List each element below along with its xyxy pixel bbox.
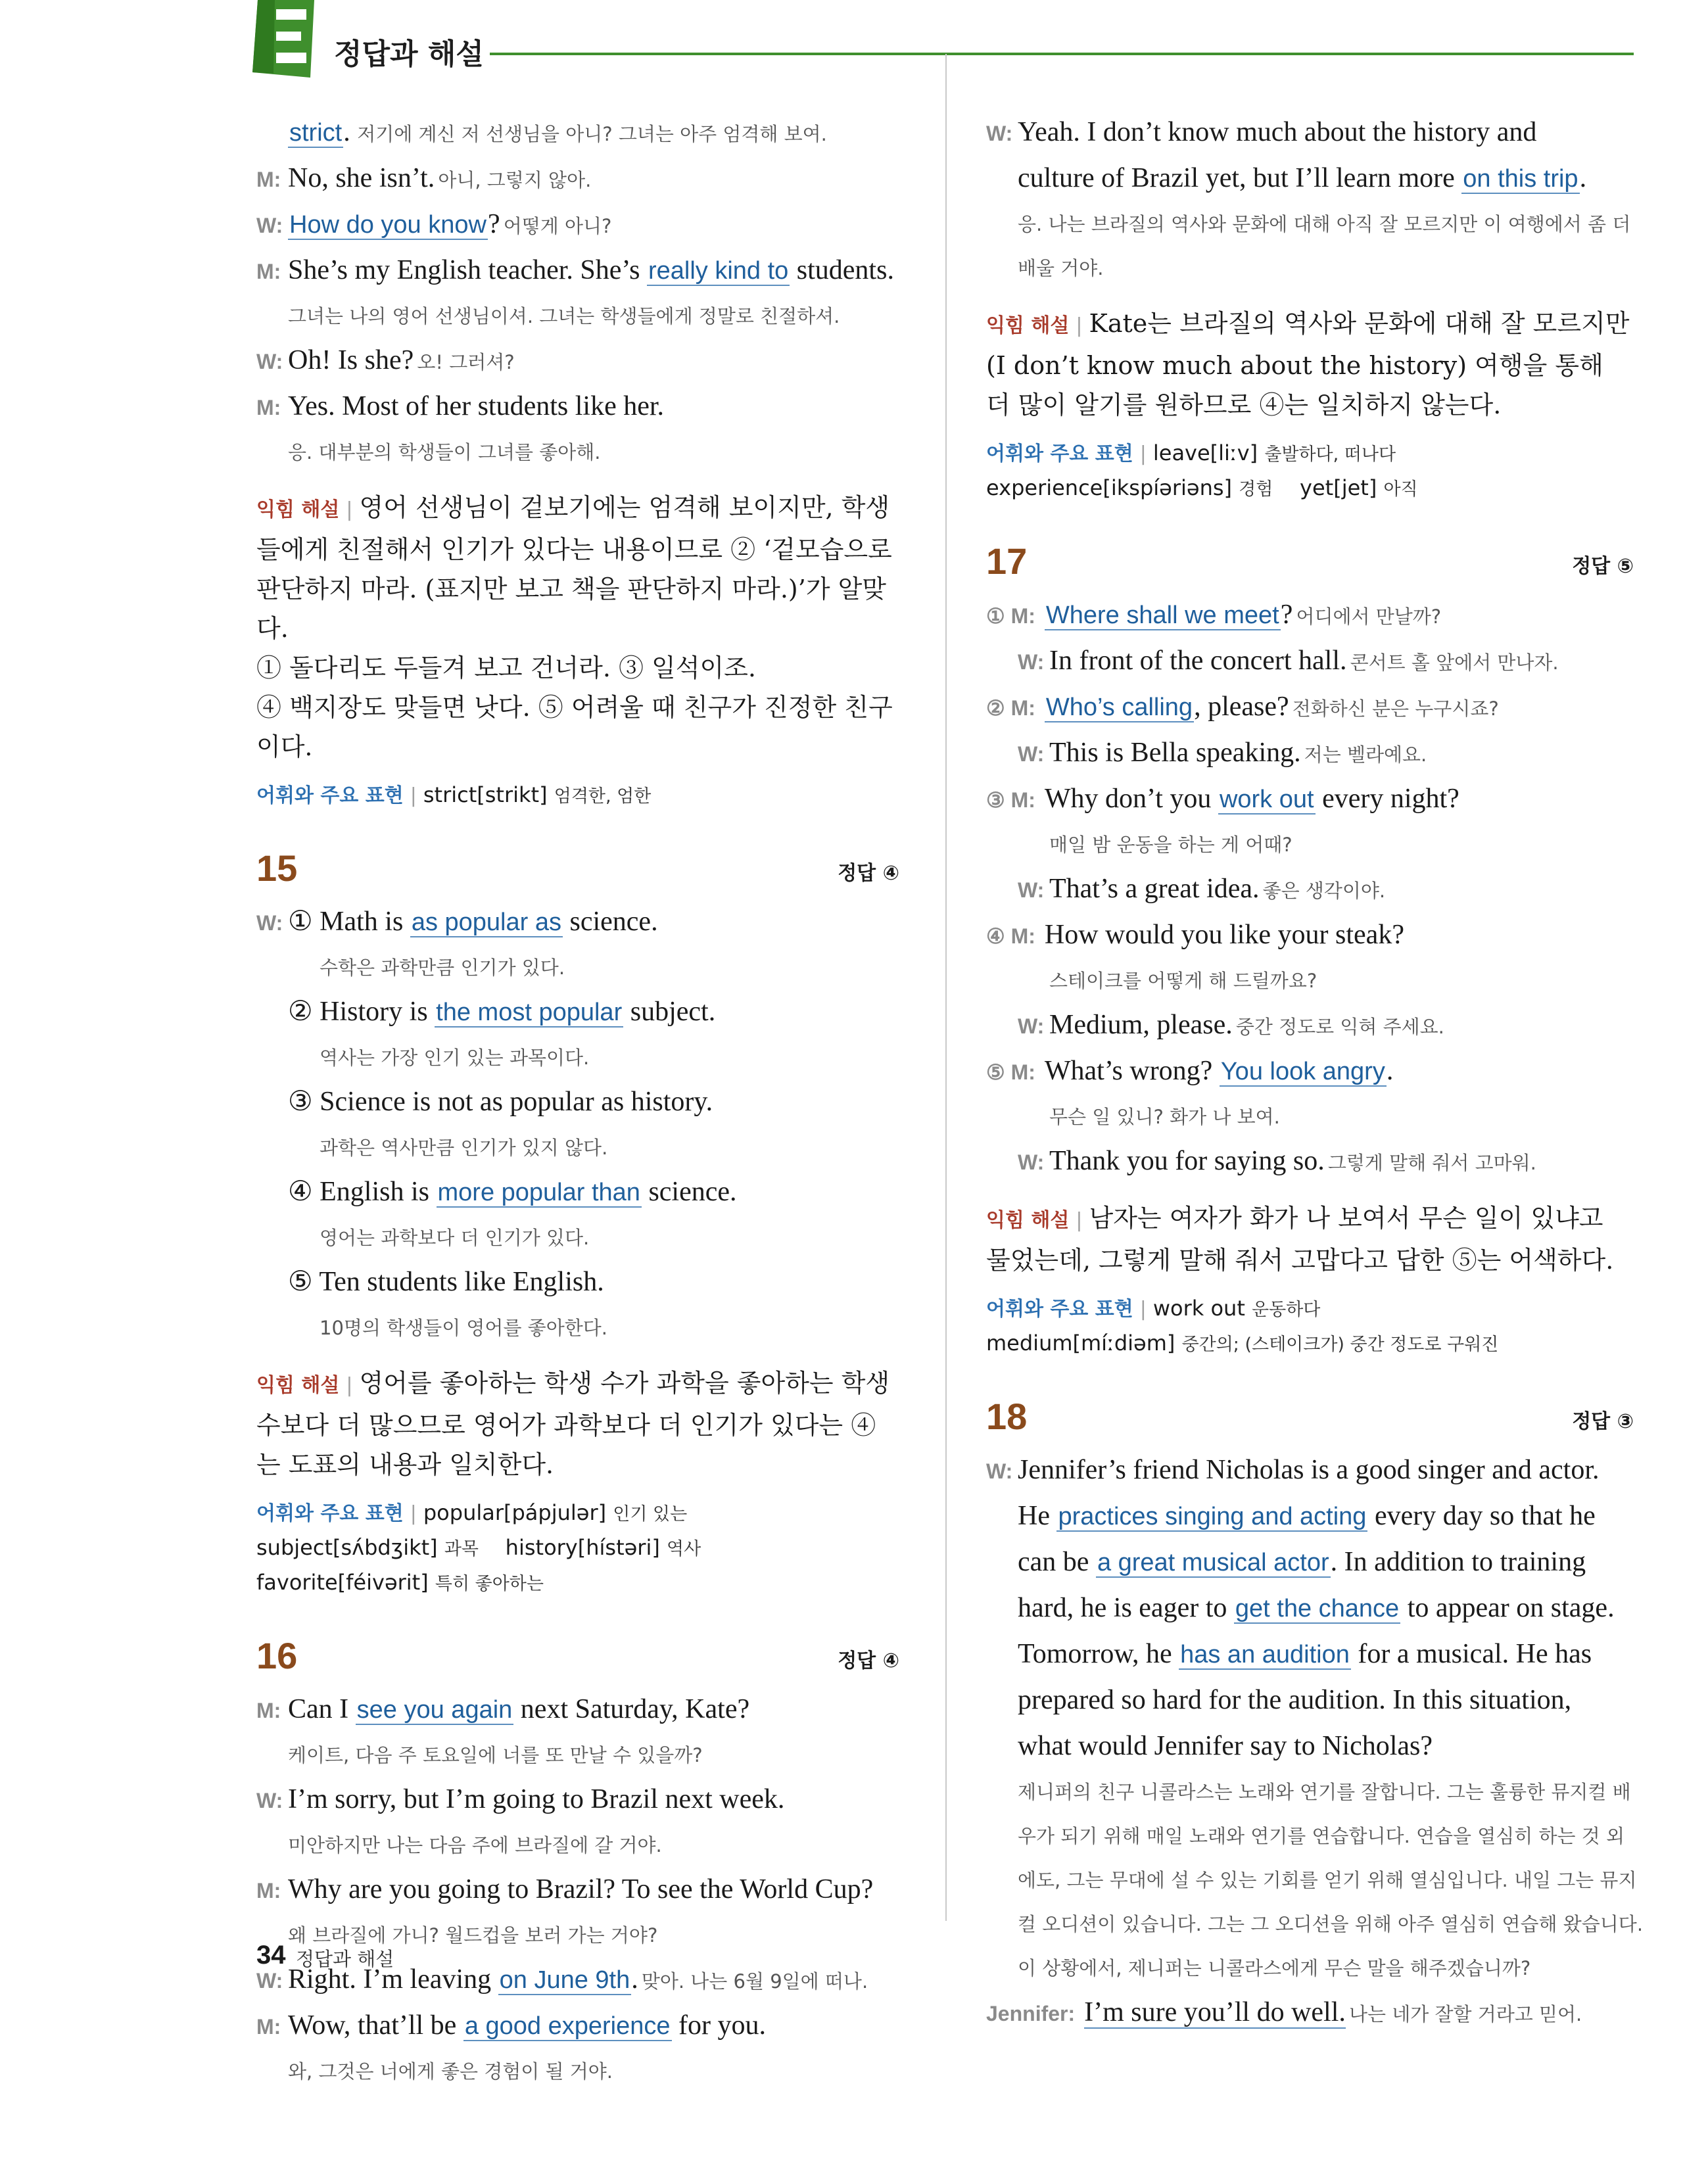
speaker-label: M: bbox=[256, 260, 281, 283]
speaker-label: W: bbox=[986, 1459, 1013, 1483]
option-line: ⑤ Ten students like English. bbox=[288, 1267, 604, 1297]
option-line: ④ M: How would you like your steak? bbox=[986, 914, 1634, 960]
korean-translation: 10명의 학생들이 영어를 좋아한다. bbox=[320, 1317, 607, 1339]
answer-label: 정답 ⑤ bbox=[1572, 555, 1634, 578]
korean-translation: 컬 오디션이 있습니다. 그는 그 오디션을 위해 아주 열심히 연습해 왔습니다. bbox=[1018, 1913, 1644, 1935]
key-expression: as popular as bbox=[411, 909, 561, 936]
vocab-block: medium[míːdiəm] 중간의; (스테이크가) 중간 정도로 구워진 bbox=[986, 1331, 1499, 1356]
korean-translation: 역사는 가장 인기 있는 과목이다. bbox=[320, 1047, 590, 1069]
option-line: W: ① Math is as popular as science. bbox=[256, 901, 899, 947]
dialogue-line: M: Yes. Most of her students like her. bbox=[256, 386, 899, 432]
dialogue-line: M: No, she isn’t. 아니, 그렇지 않아. bbox=[256, 158, 899, 204]
key-expression: see you again bbox=[356, 1696, 513, 1724]
speaker-label: W: bbox=[256, 350, 283, 373]
answer-label: 정답 ③ bbox=[1572, 1410, 1634, 1433]
speaker-label: Jennifer: bbox=[986, 2002, 1076, 2025]
explanation-label: 익힘 해설 bbox=[986, 314, 1070, 337]
dialogue-line: M: Why are you going to Brazil? To see the World Cup? bbox=[256, 1869, 899, 1915]
korean-translation: 그녀는 나의 영어 선생님이셔. 그녀는 학생들에게 정말로 친절하셔. bbox=[288, 305, 840, 327]
key-expression: Who’s calling bbox=[1045, 694, 1193, 721]
page-header-title: 정답과 해설 bbox=[334, 37, 484, 71]
question-number: 18 bbox=[986, 1396, 1028, 1437]
key-expression: How do you know bbox=[289, 211, 486, 239]
explanation-text: 영어를 좋아하는 학생 수가 과학을 좋아하는 학생 수보다 더 많으므로 영어가 과학보다 더 인기가 있다는 ④는 도표의 내용과 일치한다. bbox=[256, 1369, 890, 1479]
dialogue-line: M: She’s my English teacher. She’s really kind to students. bbox=[256, 250, 899, 296]
key-expression: You look angry bbox=[1220, 1058, 1385, 1085]
korean-translation: 케이트, 다음 주 토요일에 너를 또 만날 수 있을까? bbox=[288, 1744, 703, 1766]
answer-expression: I’m sure you’ll do well. bbox=[1084, 1997, 1346, 2027]
speaker-label: M: bbox=[256, 396, 281, 419]
speaker-label: W: bbox=[256, 911, 283, 935]
speaker-label: ⑤ M: bbox=[986, 1060, 1035, 1084]
vocab-block: 어휘와 주요 표현 | leave[liːv] 출발하다, 떠나다 bbox=[986, 440, 1396, 465]
key-expression: on this trip bbox=[1463, 165, 1578, 193]
speaker-label: W: bbox=[986, 122, 1013, 145]
key-expression: on June 9th bbox=[499, 1966, 630, 1994]
dialogue-line: W: Right. I’m leaving on June 9th. 맞아. 나는 6월 9일에 떠나. bbox=[256, 1959, 899, 2005]
speaker-label: ③ M: bbox=[986, 788, 1035, 812]
korean-translation: 이 상황에서, 제니퍼는 니콜라스에게 무슨 말을 해주겠습니까? bbox=[1018, 1957, 1531, 1979]
korean-translation: 에도, 그는 무대에 설 수 있는 기회를 얻기 위해 열심입니다. 내일 그는 뮤지 bbox=[1018, 1869, 1637, 1891]
dialogue-line: W: Oh! Is she? 오! 그러셔? bbox=[256, 340, 899, 386]
vocab-block: favorite[féivərit] 특히 좋아하는 bbox=[256, 1570, 544, 1595]
dialogue-line: strict. 저기에 계신 저 선생님을 아니? 그녀는 아주 엄격해 보여. bbox=[289, 117, 827, 147]
question-number: 16 bbox=[256, 1635, 298, 1676]
korean-translation: 와, 그것은 너에게 좋은 경험이 될 거야. bbox=[288, 2060, 613, 2083]
page-number: 34 bbox=[256, 1941, 286, 1970]
left-column bbox=[256, 112, 899, 2095]
key-expression: practices singing and acting bbox=[1058, 1503, 1367, 1530]
section-logo-icon bbox=[249, 0, 321, 78]
speaker-label: W: bbox=[256, 1969, 283, 1993]
explanation-label: 익힘 해설 bbox=[986, 1209, 1070, 1232]
korean-translation: 매일 밤 운동을 하는 게 어때? bbox=[1049, 834, 1293, 856]
key-expression: the most popular bbox=[436, 999, 623, 1026]
speaker-label: W: bbox=[256, 214, 283, 237]
speaker-label: M: bbox=[256, 1699, 281, 1722]
passage-line: hard, he is eager to get the chance to appear on stage. bbox=[1018, 1593, 1615, 1623]
passage-line: Tomorrow, he has an audition for a musical. He has bbox=[1018, 1639, 1592, 1669]
vocab-label: 어휘와 주요 표현 bbox=[256, 1502, 404, 1525]
dialogue-line: W: Medium, please. 중간 정도로 익혀 주세요. bbox=[986, 1004, 1634, 1051]
speaker-label: W: bbox=[256, 1789, 283, 1812]
korean-translation: 왜 브라질에 가니? 월드컵을 보러 가는 거야? bbox=[288, 1924, 658, 1947]
key-expression: work out bbox=[1219, 786, 1314, 813]
korean-translation: 배울 거야. bbox=[1018, 257, 1104, 279]
option-line: ③ Science is not as popular as history. bbox=[288, 1087, 713, 1117]
explanation-block: 익힘 해설 | Kate는 브라질의 역사와 문화에 대해 잘 모르지만 (I don’t know much about the history) 여행을 통해 더 많이 알기를 원하므로 ④는 일치하지 않는다. bbox=[986, 309, 1630, 419]
speaker-label: W: bbox=[1018, 878, 1045, 902]
korean-translation: 제니퍼의 친구 니콜라스는 노래와 연기를 잘합니다. 그는 훌륭한 뮤지컬 배 bbox=[1018, 1781, 1631, 1803]
key-expression: more popular than bbox=[437, 1179, 640, 1206]
speaker-label: W: bbox=[1018, 1150, 1045, 1174]
dialogue-line: culture of Brazil yet, but I’ll learn more on this trip. bbox=[1018, 163, 1587, 193]
key-expression: strict bbox=[289, 119, 343, 147]
vocab-block: 어휘와 주요 표현 | popular[pápjulər] 인기 있는 bbox=[256, 1500, 688, 1525]
key-expression: Where shall we meet bbox=[1045, 602, 1279, 629]
vocab-block: experience[ikspíəriəns] 경험 yet[jet] 아직 bbox=[986, 475, 1418, 500]
dialogue-line: M: Wow, that’ll be a good experience for you. bbox=[256, 2005, 899, 2051]
option-line: ④ English is more popular than science. bbox=[288, 1177, 737, 1207]
question-header bbox=[986, 1390, 1634, 1450]
option-list: ④ 백지장도 맞들면 낫다. ⑤ 어려울 때 친구가 진정한 친구이다. bbox=[256, 693, 893, 761]
passage-line: can be a great musical actor. In addition to training bbox=[1018, 1547, 1586, 1577]
explanation-text: 남자는 여자가 화가 나 보여서 무슨 일이 있냐고 물었는데, 그렇게 말해 줘서 고맙다고 답한 ⑤는 어색하다. bbox=[986, 1204, 1614, 1275]
right-column bbox=[986, 112, 1644, 2038]
passage-line: prepared so hard for the audition. In this situation, bbox=[1018, 1685, 1572, 1715]
answer-label: 정답 ④ bbox=[838, 1649, 899, 1672]
korean-translation: 무슨 일 있니? 화가 나 보여. bbox=[1049, 1106, 1280, 1128]
key-expression: has an audition bbox=[1180, 1641, 1350, 1668]
dialogue-line: W: Thank you for saying so. 그렇게 말해 줘서 고마워. bbox=[986, 1141, 1634, 1187]
speaker-label: ① M: bbox=[986, 604, 1035, 628]
dialogue-line: W: That’s a great idea. 좋은 생각이야. bbox=[986, 868, 1634, 914]
answer-line: Jennifer: I’m sure you’ll do well. 나는 네가 잘할 거라고 믿어. bbox=[986, 1992, 1634, 2038]
explanation-block: 익힘 해설 | 남자는 여자가 화가 나 보여서 무슨 일이 있냐고 물었는데, 그렇게 말해 줘서 고맙다고 답한 ⑤는 어색하다. bbox=[986, 1204, 1614, 1275]
vocab-label: 어휘와 주요 표현 bbox=[986, 442, 1133, 465]
explanation-block: 익힘 해설 | 영어를 좋아하는 학생 수가 과학을 좋아하는 학생 수보다 더 많으므로 영어가 과학보다 더 인기가 있다는 ④는 도표의 내용과 일치한다. bbox=[256, 1369, 890, 1479]
korean-translation: 우가 되기 위해 매일 노래와 연기를 연습합니다. 연습을 열심히 하는 것 외 bbox=[1018, 1825, 1625, 1847]
question-number: 15 bbox=[256, 847, 298, 889]
speaker-label: M: bbox=[256, 168, 281, 191]
dialogue-line: W: Yeah. I don’t know much about the history and bbox=[986, 112, 1634, 158]
question-header bbox=[256, 1630, 899, 1689]
explanation-block: 익힘 해설 | 영어 선생님이 겉보기에는 엄격해 보이지만, 학생들에게 친절해서 인기가 있다는 내용이므로 ② ‘겉모습으로 판단하지 마라. (표지만 보고 책을 판단하지 마라.)’가 알맞다. bbox=[256, 493, 892, 643]
speaker-label: ② M: bbox=[986, 696, 1035, 720]
dialogue-line: W: I’m sorry, but I’m going to Brazil next week. bbox=[256, 1779, 899, 1825]
vocab-label: 어휘와 주요 표현 bbox=[256, 784, 404, 807]
option-line: ③ M: Why don’t you work out every night? bbox=[986, 778, 1634, 824]
footer-title: 정답과 해설 bbox=[296, 1948, 394, 1970]
korean-translation: 응. 대부분의 학생들이 그녀를 좋아해. bbox=[288, 441, 601, 463]
passage-line: what would Jennifer say to Nicholas? bbox=[1018, 1731, 1433, 1761]
speaker-label: W: bbox=[1018, 650, 1045, 674]
vocab-block: 어휘와 주요 표현 | work out 운동하다 bbox=[986, 1296, 1321, 1321]
option-list: ① 돌다리도 두들겨 보고 건너라. ③ 일석이조. bbox=[256, 653, 756, 682]
speaker-label: M: bbox=[256, 2015, 281, 2039]
explanation-label: 익힘 해설 bbox=[256, 1374, 340, 1397]
option-line: ① M: Where shall we meet? 어디에서 만날까? bbox=[986, 594, 1634, 640]
explanation-label: 익힘 해설 bbox=[256, 498, 340, 521]
explanation-text: Kate는 브라질의 역사와 문화에 대해 잘 모르지만 (I don’t know much about the history) 여행을 통해 더 많이 알기를 원하므로 ④는 일치하지 않는다. bbox=[986, 309, 1630, 419]
vocab-block: subject[sʌ́bdʒikt] 과목 history[hístəri] 역사 bbox=[256, 1535, 701, 1560]
speaker-label: W: bbox=[1018, 1014, 1045, 1038]
key-expression: a great musical actor bbox=[1097, 1549, 1329, 1576]
dialogue-line: W: In front of the concert hall. 콘서트 홀 앞에서 만나자. bbox=[986, 640, 1634, 686]
question-number: 17 bbox=[986, 540, 1028, 582]
korean-translation: 미안하지만 나는 다음 주에 브라질에 갈 거야. bbox=[288, 1834, 662, 1856]
explanation-text: 영어 선생님이 겉보기에는 엄격해 보이지만, 학생들에게 친절해서 인기가 있다는 내용이므로 ② ‘겉모습으로 판단하지 마라. (표지만 보고 책을 판단하지 마라.)’가 알맞다. bbox=[256, 493, 892, 643]
option-line: ② History is the most popular subject. bbox=[288, 997, 716, 1027]
vocab-label: 어휘와 주요 표현 bbox=[986, 1298, 1133, 1321]
key-expression: get the chance bbox=[1235, 1595, 1400, 1622]
korean-translation: 스테이크를 어떻게 해 드릴까요? bbox=[1049, 970, 1317, 992]
dialogue-line: M: Can I see you again next Saturday, Kate? bbox=[256, 1689, 899, 1735]
speaker-label: W: bbox=[1018, 742, 1045, 766]
speaker-label: ④ M: bbox=[986, 924, 1035, 948]
korean-translation: 수학은 과학만큼 인기가 있다. bbox=[320, 957, 565, 979]
column-divider bbox=[945, 54, 947, 1921]
korean-translation: 응. 나는 브라질의 역사와 문화에 대해 아직 잘 모르지만 이 여행에서 좀 더 bbox=[1018, 213, 1631, 235]
key-expression: a good experience bbox=[464, 2012, 671, 2040]
question-header bbox=[256, 842, 899, 901]
header-rule bbox=[490, 53, 1634, 55]
passage-line: W: Jennifer’s friend Nicholas is a good singer and actor. bbox=[986, 1450, 1634, 1496]
passage-line: He practices singing and acting every day so that he bbox=[1018, 1501, 1596, 1531]
speaker-label: M: bbox=[256, 1879, 281, 1902]
option-line: ⑤ M: What’s wrong? You look angry. bbox=[986, 1051, 1634, 1097]
dialogue-line: W: This is Bella speaking. 저는 벨라예요. bbox=[986, 732, 1634, 778]
korean-translation: 저기에 계신 저 선생님을 아니? 그녀는 아주 엄격해 보여. bbox=[357, 123, 827, 145]
korean-translation: 영어는 과학보다 더 인기가 있다. bbox=[320, 1227, 590, 1249]
dialogue-line: W: How do you know? 어떻게 아니? bbox=[256, 204, 899, 250]
korean-translation: 과학은 역사만큼 인기가 있지 않다. bbox=[320, 1137, 608, 1159]
vocab-block: 어휘와 주요 표현 | strict[strikt] 엄격한, 엄한 bbox=[256, 782, 652, 807]
question-header bbox=[986, 535, 1634, 594]
key-expression: really kind to bbox=[648, 257, 789, 285]
option-line: ② M: Who’s calling, please? 전화하신 분은 누구시죠? bbox=[986, 686, 1634, 732]
answer-label: 정답 ④ bbox=[838, 862, 899, 885]
